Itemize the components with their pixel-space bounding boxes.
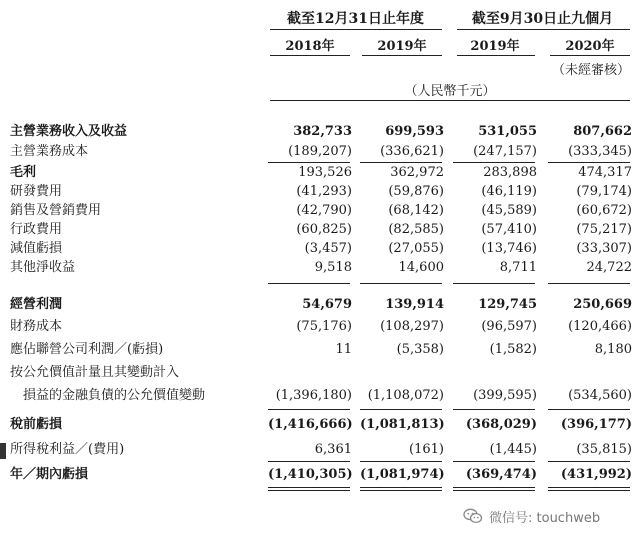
row-label: 減值虧損	[10, 241, 63, 256]
table-row-rnd-expenses	[10, 183, 630, 201]
year-divider	[457, 55, 535, 56]
subtotal-rule	[360, 162, 442, 163]
cell-value: (57,410)	[481, 222, 537, 237]
cell-value: (108,297)	[380, 319, 444, 334]
row-label: 其他淨收益	[10, 260, 76, 275]
cell-value: (399,595)	[473, 388, 537, 403]
cell-value: (1,416,666)	[268, 417, 353, 432]
cell-value: 362,972	[390, 165, 444, 180]
cell-value: (35,815)	[576, 442, 632, 457]
cell-value: (33,307)	[576, 241, 632, 256]
total-rule	[548, 490, 630, 491]
row-label: 銷售及營銷費用	[10, 203, 102, 218]
row-label: 所得稅利益／(費用)	[10, 442, 125, 457]
cell-value: 382,733	[293, 124, 352, 139]
row-label: 主營業務收入及收益	[10, 124, 128, 139]
cell-value: (1,445)	[489, 442, 537, 457]
subtotal-rule	[548, 283, 630, 284]
year-divider	[550, 55, 630, 56]
subtotal-rule	[268, 162, 350, 163]
row-label: 應佔聯營公司利潤／(虧損)	[10, 342, 164, 357]
cell-value: 807,662	[573, 124, 632, 139]
year-header-2020: 2020年	[565, 39, 615, 54]
cell-value: (1,081,813)	[360, 417, 445, 432]
table-row-loss-before-tax	[10, 416, 630, 434]
subtotal-rule	[360, 409, 442, 410]
cell-value: (59,876)	[388, 184, 444, 199]
cell-value: (431,992)	[560, 467, 632, 482]
wechat-watermark	[463, 505, 600, 527]
row-label: 年／期內虧損	[10, 467, 89, 482]
year-header-2018: 2018年	[285, 39, 335, 54]
cell-value: (1,108,072)	[367, 388, 444, 403]
cell-value: (79,174)	[576, 184, 632, 199]
cell-value: (45,589)	[481, 203, 537, 218]
cell-value: 193,526	[298, 165, 352, 180]
cell-value: (96,597)	[481, 319, 537, 334]
cell-value: 139,914	[385, 297, 444, 312]
subtotal-rule	[360, 461, 442, 462]
year-divider	[270, 55, 350, 56]
year-divider	[362, 55, 442, 56]
total-rule	[360, 487, 442, 488]
row-label: 研發費用	[10, 184, 63, 199]
subtotal-rule	[453, 283, 535, 284]
cell-value: (41,293)	[296, 184, 352, 199]
row-label: 損益的金融負債的公允價值變動	[10, 388, 206, 403]
total-rule	[453, 487, 535, 488]
table-row-operating-profit	[10, 296, 630, 314]
subtotal-rule	[360, 283, 442, 284]
cell-value: (396,177)	[560, 417, 632, 432]
row-label: 財務成本	[10, 319, 63, 334]
wechat-icon	[463, 508, 483, 524]
cell-value: 699,593	[385, 124, 444, 139]
cell-value: (27,055)	[388, 241, 444, 256]
total-rule	[268, 490, 350, 491]
cell-value: 8,180	[594, 342, 632, 357]
cell-value: 250,669	[573, 297, 632, 312]
row-label: 主營業務成本	[10, 144, 89, 159]
table-row-cost-of-revenue	[10, 143, 630, 161]
cell-value: 54,679	[302, 297, 352, 312]
table-row-fair-value-heading	[10, 364, 630, 382]
table-row-impairment-losses	[10, 240, 630, 258]
table-row-revenue	[10, 123, 630, 141]
cell-value: (5,358)	[396, 342, 444, 357]
subtotal-rule	[548, 409, 630, 410]
subtotal-rule	[268, 283, 350, 284]
table-row-income-tax	[10, 441, 630, 459]
cell-value: (247,157)	[473, 144, 537, 159]
table-row-gross-profit	[10, 164, 630, 182]
header-divider-nine-month	[457, 29, 630, 30]
cell-value: (534,560)	[568, 388, 632, 403]
cell-value: 283,898	[483, 165, 537, 180]
cell-value: (120,466)	[568, 319, 632, 334]
cell-value: 24,722	[586, 260, 632, 275]
cell-value: (1,396,180)	[275, 388, 352, 403]
header-annual-period: 截至12月31日止年度	[287, 11, 424, 27]
cell-value: (161)	[409, 442, 444, 457]
subtotal-rule	[453, 162, 535, 163]
total-rule	[268, 487, 350, 488]
cell-value: 6,361	[314, 442, 352, 457]
cell-value: (189,207)	[288, 144, 352, 159]
table-row-associates-share	[10, 341, 630, 359]
cell-value: (3,457)	[304, 241, 352, 256]
row-label: 經營利潤	[10, 297, 63, 312]
cell-value: 11	[335, 342, 352, 357]
total-rule	[548, 487, 630, 488]
cell-value: 9,518	[314, 260, 352, 275]
margin-marker	[0, 443, 6, 459]
subtotal-rule	[548, 461, 630, 462]
cell-value: (60,825)	[296, 222, 352, 237]
table-row-finance-costs	[10, 318, 630, 336]
unit-divider	[270, 100, 630, 101]
cell-value: 474,317	[578, 165, 632, 180]
cell-value: (42,790)	[296, 203, 352, 218]
cell-value: (336,621)	[380, 144, 444, 159]
currency-unit: （人民幣千元）	[404, 84, 496, 99]
cell-value: (68,142)	[388, 203, 444, 218]
cell-value: (60,672)	[576, 203, 632, 218]
unaudited-note: （未經審核）	[551, 63, 630, 78]
header-nine-month-period: 截至9月30日止九個月	[471, 11, 614, 27]
table-row-loss-for-period	[10, 466, 630, 484]
cell-value: 531,055	[478, 124, 537, 139]
total-rule	[453, 490, 535, 491]
cell-value: (75,176)	[296, 319, 352, 334]
table-row-selling-expenses	[10, 202, 630, 220]
header-divider-annual	[270, 29, 442, 30]
table-row-admin-expenses	[10, 221, 630, 239]
subtotal-rule	[453, 409, 535, 410]
watermark-text: 微信号: touchweb	[489, 510, 601, 526]
cell-value: (13,746)	[481, 241, 537, 256]
subtotal-rule	[268, 461, 350, 462]
year-header-2019: 2019年	[377, 39, 427, 54]
table-row-fair-value-change	[10, 387, 630, 405]
year-header-2019-nine-month: 2019年	[470, 39, 520, 54]
cell-value: (1,410,305)	[268, 467, 353, 482]
subtotal-rule	[453, 461, 535, 462]
cell-value: (369,474)	[465, 467, 537, 482]
table-row-other-net-gains	[10, 259, 630, 277]
subtotal-rule	[268, 409, 350, 410]
row-label: 毛利	[10, 165, 37, 180]
cell-value: (1,582)	[489, 342, 537, 357]
total-rule	[360, 490, 442, 491]
cell-value: (75,217)	[576, 222, 632, 237]
cell-value: (368,029)	[465, 417, 537, 432]
cell-value: (1,081,974)	[360, 467, 445, 482]
cell-value: 14,600	[398, 260, 444, 275]
cell-value: 8,711	[499, 260, 537, 275]
cell-value: (46,119)	[481, 184, 537, 199]
row-label: 行政費用	[10, 222, 63, 237]
row-label: 按公允價值計量且其變動計入	[10, 365, 180, 380]
cell-value: (333,345)	[568, 144, 632, 159]
subtotal-rule	[548, 162, 630, 163]
cell-value: (82,585)	[388, 222, 444, 237]
cell-value: 129,745	[478, 297, 537, 312]
row-label: 稅前虧損	[10, 417, 63, 432]
